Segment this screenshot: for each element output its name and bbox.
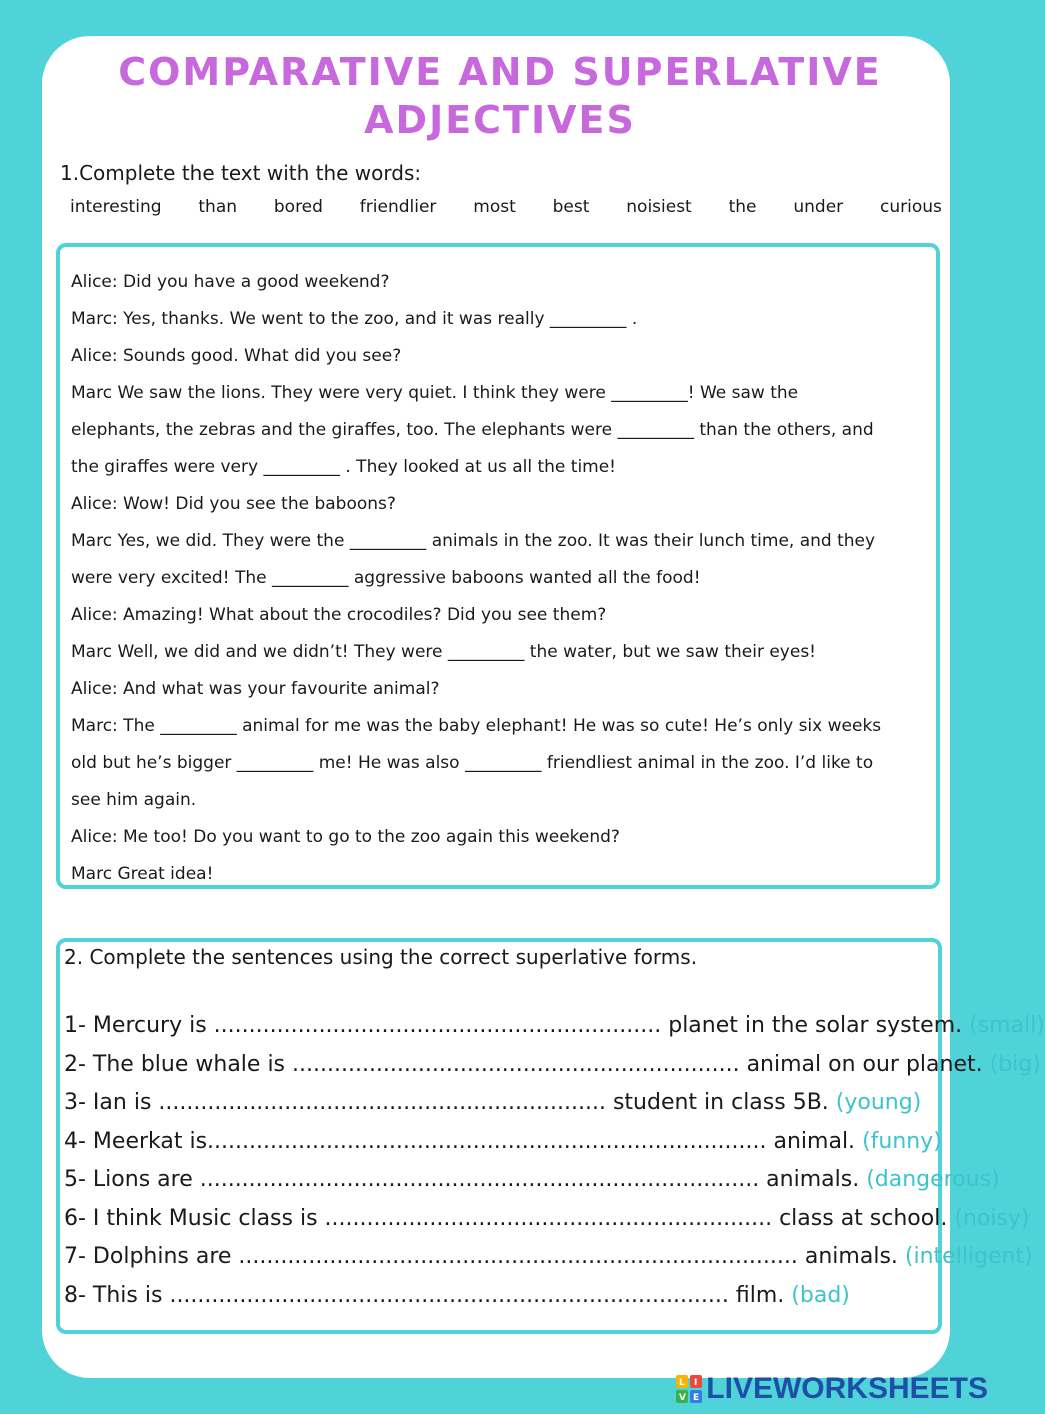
dialog-line: the giraffes were very _________ . They looked at us all the time! (71, 457, 616, 477)
liveworksheets-logo-text: LIVEWORKSHEETS (706, 1372, 988, 1405)
sentence-hint: (bad) (791, 1282, 850, 1308)
worksheet-title (0, 48, 1000, 144)
dialog-line: Marc Well, we did and we didn’t! They were _________ the water, but we saw their eyes! (71, 642, 816, 662)
word-bank-item: the (728, 197, 757, 217)
dialog-line: were very excited! The _________ aggressive baboons wanted all the food! (71, 568, 701, 588)
dialog-line: Alice: And what was your favourite animal? (71, 679, 440, 699)
sentence-row (64, 1200, 1030, 1239)
sentence-text: 4- Meerkat is................................................................................ animal. (64, 1128, 856, 1154)
sentence-hint: (small) (969, 1013, 1045, 1038)
sentence-row (64, 1277, 934, 1316)
dialog-line: Alice: Sounds good. What did you see? (71, 346, 402, 366)
sentence-text: 6- I think Music class is ................................................................ class at school. (64, 1205, 948, 1231)
sentence-text: 7- Dolphins are ................................................................................ animals. (64, 1244, 898, 1269)
dialog-line: Alice: Wow! Did you see the baboons? (71, 494, 396, 514)
dialog-line: Alice: Did you have a good weekend? (71, 272, 390, 292)
sentence-hint: (intelligent) (904, 1244, 1033, 1269)
exercise-2-instruction: 2. Complete the sentences using the correct superlative forms. (64, 945, 698, 969)
word-bank-item: noisiest (626, 197, 692, 217)
svg-text:V: V (679, 1393, 687, 1403)
word-bank-item: under (793, 197, 844, 217)
word-bank-item: best (552, 197, 590, 217)
svg-text:L: L (679, 1378, 686, 1388)
sentence-row (64, 1007, 1045, 1046)
exercise-1-instruction: 1.Complete the text with the words: (60, 161, 422, 185)
exercise-1-dialog (71, 264, 943, 893)
dialog-line: Marc We saw the lions. They were very quiet. I think they were _________! We saw the (71, 383, 799, 403)
sentence-text: 8- This is ................................................................................ film. (64, 1282, 785, 1308)
word-bank-item: bored (273, 197, 323, 217)
word-bank-item: most (473, 197, 516, 217)
dialog-line: Alice: Me too! Do you want to go to the zoo again this weekend? (71, 827, 620, 847)
sentence-text: 5- Lions are ................................................................................ animals. (64, 1167, 860, 1192)
sentence-row (64, 1046, 1041, 1085)
word-bank-item: than (198, 197, 238, 217)
word-bank (70, 197, 942, 217)
sentence-text: 1- Mercury is ................................................................ planet in the solar system. (64, 1013, 963, 1038)
dialog-line: elephants, the zebras and the giraffes, too. The elephants were _________ than the others, and (71, 420, 874, 440)
dialog-line: see him again. (71, 790, 197, 810)
title-line-2: ADJECTIVES (364, 98, 636, 142)
word-bank-item: friendlier (359, 197, 437, 217)
liveworksheets-logo[interactable] (676, 1372, 988, 1406)
sentence-row (64, 1161, 1000, 1200)
sentence-hint: (funny) (862, 1128, 942, 1154)
dialog-line: old but he’s bigger _________ me! He was also _________ friendliest animal in the zoo. I’d like to (71, 753, 874, 773)
sentence-hint: (noisy) (954, 1205, 1030, 1231)
word-bank-item: curious (880, 197, 942, 217)
sentence-text: 2- The blue whale is ................................................................ animal on our planet. (64, 1051, 983, 1077)
sentence-row (64, 1123, 942, 1162)
sentence-row (64, 1238, 1033, 1277)
svg-text:E: E (693, 1393, 700, 1403)
dialog-line: Marc: The _________ animal for me was the baby elephant! He was so cute! He’s only six weeks (71, 716, 882, 736)
sentence-hint: (big) (989, 1051, 1041, 1077)
title-line-1: COMPARATIVE AND SUPERLATIVE (118, 50, 882, 94)
svg-text:I: I (694, 1378, 698, 1388)
sentence-hint: (dangerous) (866, 1167, 1000, 1192)
sentence-row (64, 1084, 934, 1123)
exercise-2-sentences (64, 1007, 1045, 1315)
word-bank-item: interesting (70, 197, 162, 217)
sentence-text: 3- Ian is ................................................................ student in class 5B. (64, 1090, 829, 1115)
dialog-line: Marc Yes, we did. They were the _________ animals in the zoo. It was their lunch time, and they (71, 531, 876, 551)
dialog-line: Marc: Yes, thanks. We went to the zoo, and it was really _________ . (71, 309, 638, 329)
dialog-line: Alice: Amazing! What about the crocodiles? Did you see them? (71, 605, 607, 625)
dialog-line: Marc Great idea! (71, 864, 214, 884)
liveworksheets-logo-icon (676, 1375, 702, 1403)
sentence-hint: (young) (835, 1090, 922, 1115)
